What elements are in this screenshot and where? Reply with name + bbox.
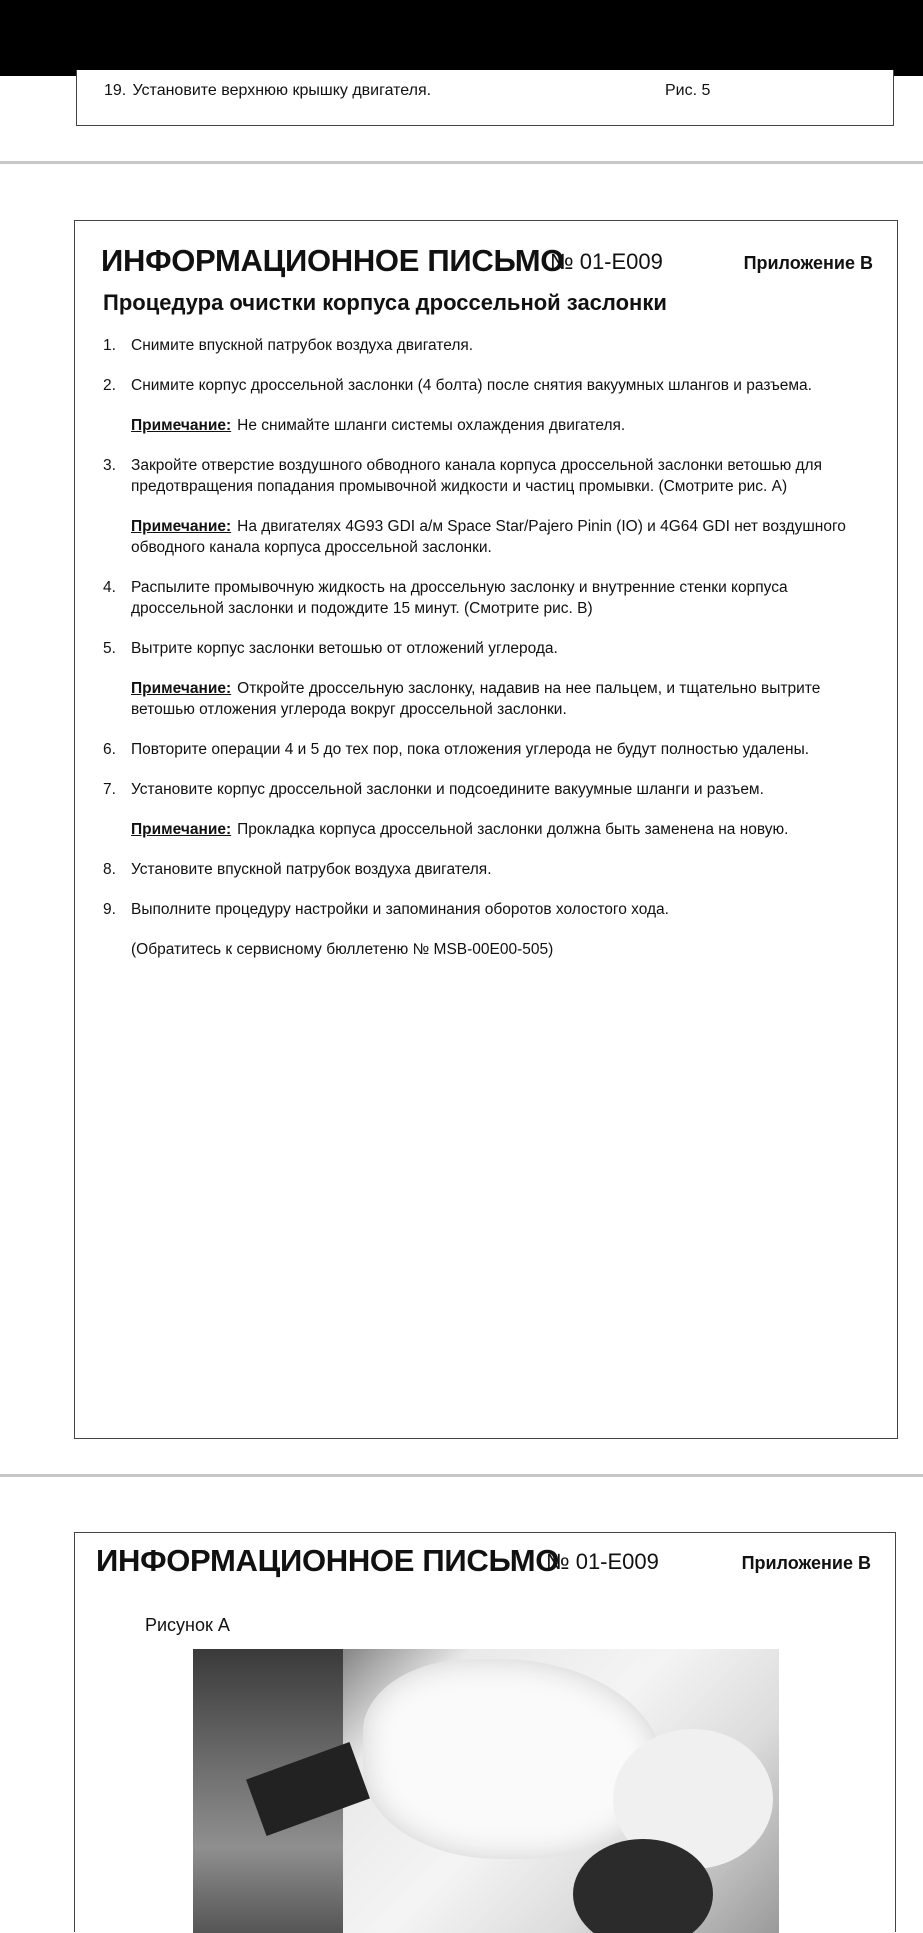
bulletin-reference: (Обратитесь к сервисному бюллетеню № MSB-00E00-505) xyxy=(131,941,554,958)
previous-page xyxy=(76,70,894,126)
step-number: 1. xyxy=(103,337,116,354)
list-item xyxy=(103,335,873,356)
document-number: № 01-E009 xyxy=(546,1549,659,1574)
page-header xyxy=(75,1543,895,1587)
step-number: 19. xyxy=(104,82,127,99)
note-label: Примечание: xyxy=(131,680,232,697)
list-item xyxy=(103,779,873,800)
appendix-label: Приложение В xyxy=(743,253,873,273)
note-text: Не снимайте шланги системы охлаждения двигателя. xyxy=(237,417,626,434)
step-number: 7. xyxy=(103,781,116,798)
list-item xyxy=(103,859,873,880)
step-number: 4. xyxy=(103,579,116,596)
step-text: Снимите корпус дроссельной заслонки (4 болта) после снятия вакуумных шлангов и разъема. xyxy=(131,377,812,394)
figure-caption: Рисунок А xyxy=(145,1615,230,1635)
step-number: 5. xyxy=(103,640,116,657)
document-page xyxy=(74,220,898,1439)
step-number: 6. xyxy=(103,741,116,758)
note-label: Примечание: xyxy=(131,417,232,434)
step-text: Установите корпус дроссельной заслонки и подсоедините вакуумные шланги и разъем. xyxy=(131,781,764,798)
procedure-title: Процедура очистки корпуса дроссельной заслонки xyxy=(103,290,667,315)
note xyxy=(103,516,873,558)
step-text: Установите впускной патрубок воздуха двигателя. xyxy=(131,861,492,878)
procedure-steps xyxy=(103,335,873,960)
list-item xyxy=(103,375,873,396)
list-item xyxy=(103,577,873,619)
page-title: ИНФОРМАЦИОННОЕ ПИСЬМО xyxy=(96,1543,560,1578)
list-item xyxy=(103,638,873,659)
note xyxy=(103,415,873,436)
page-header xyxy=(75,243,897,287)
note-text: Прокладка корпуса дроссельной заслонки должна быть заменена на новую. xyxy=(237,821,789,838)
page-separator xyxy=(0,1474,923,1477)
step-text: Закройте отверстие воздушного обводного канала корпуса дроссельной заслонки ветошью для предотвращения попадания промывочной жидкости и частиц промывки. (Смотрите рис. А) xyxy=(131,457,822,495)
note-text: Откройте дроссельную заслонку, надавив на нее пальцем, и тщательно вытрите ветошью отложения углерода вокруг дроссельной заслонки. xyxy=(131,680,821,718)
throttle-body-photo xyxy=(193,1649,779,1933)
page-title: ИНФОРМАЦИОННОЕ ПИСЬМО xyxy=(101,243,565,278)
appendix-label: Приложение В xyxy=(741,1553,871,1573)
document-number: № 01-E009 xyxy=(550,249,663,274)
figure-reference: Рис. 5 xyxy=(665,82,711,99)
step-text: Распылите промывочную жидкость на дроссельную заслонку и внутренние стенки корпуса дроссельной заслонки и подождите 15 минут. (Смотрите рис. В) xyxy=(131,579,788,617)
note-label: Примечание: xyxy=(131,518,232,535)
list-item xyxy=(103,899,873,920)
step-number: 3. xyxy=(103,457,116,474)
list-item xyxy=(103,455,873,497)
step-number: 8. xyxy=(103,861,116,878)
document-page xyxy=(74,1532,896,1932)
step-number: 9. xyxy=(103,901,116,918)
page-separator xyxy=(0,161,923,164)
list-item xyxy=(103,739,873,760)
note-text: На двигателях 4G93 GDI а/м Space Star/Pajero Pinin (IO) и 4G64 GDI нет воздушного обводного канала корпуса дроссельной заслонки. xyxy=(131,518,846,556)
step-text: Снимите впускной патрубок воздуха двигателя. xyxy=(131,337,474,354)
note-label: Примечание: xyxy=(131,821,232,838)
step-text: Вытрите корпус заслонки ветошью от отложений углерода. xyxy=(131,640,558,657)
step-number: 2. xyxy=(103,377,116,394)
step-text: Выполните процедуру настройки и запоминания оборотов холостого хода. xyxy=(131,901,669,918)
step-text: Установите верхнюю крышку двигателя. xyxy=(132,82,432,99)
viewer-top-bar xyxy=(0,0,923,76)
step-text: Повторите операции 4 и 5 до тех пор, пока отложения углерода не будут полностью удалены. xyxy=(131,741,810,758)
note xyxy=(103,819,873,840)
note xyxy=(103,678,873,720)
step-19 xyxy=(104,82,431,100)
